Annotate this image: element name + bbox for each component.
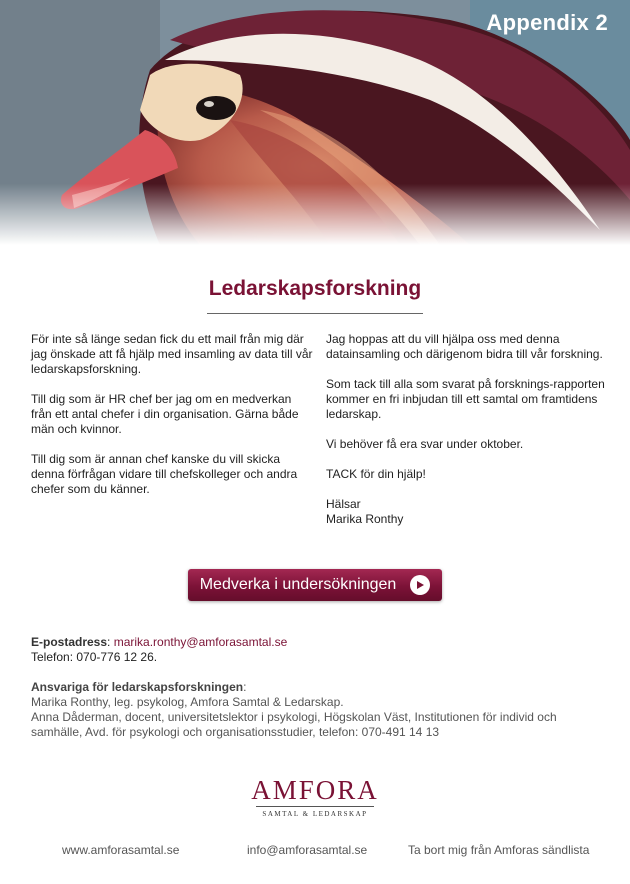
responsible-heading: Ansvariga för ledarskapsforskningen bbox=[31, 680, 244, 694]
footer-email-link[interactable]: info@amforasamtal.se bbox=[247, 843, 368, 857]
paragraph: TACK för din hjälp! bbox=[326, 467, 426, 481]
footer-unsubscribe-link[interactable]: Ta bort mig från Amforas sändlista bbox=[408, 843, 590, 857]
signature bbox=[326, 497, 608, 527]
signature-name: Marika Ronthy bbox=[326, 512, 404, 526]
responsible-info: Ansvariga för ledarskapsforskningen: Marika Ronthy, leg. psykolog, Amfora Samtal & Ledarskap. Anna Dåderman, docent, universitetslektor i psykologi, Högskolan Väst, Institutionen för individ och samhälle, Avd. för psykologi och organisationsstudier, telefon: 070-491 14 13 bbox=[31, 680, 557, 739]
responsible-line-1: Marika Ronthy, leg. psykolog, Amfora Samtal & Ledarskap. bbox=[31, 695, 344, 709]
title-divider bbox=[207, 313, 423, 314]
contact-phone: Telefon: 070-776 12 26. bbox=[31, 650, 158, 664]
responsible-line-2: Anna Dåderman, docent, universitetslektor i psykologi, Högskolan Väst, Institutionen för individ och samhälle, Avd. för psykologi och organisationsstudier, telefon: 070-491 14 13 bbox=[31, 710, 557, 739]
logo-tagline: SAMTAL & LEDARSKAP bbox=[262, 810, 368, 818]
hero-image-mandarin-duck bbox=[0, 0, 630, 245]
contact-info: E-postadress: marika.ronthy@amforasamtal.se Telefon: 070-776 12 26. bbox=[31, 635, 288, 664]
paragraph: Vi behöver få era svar under oktober. bbox=[326, 437, 524, 451]
right-column bbox=[326, 332, 608, 542]
duck-illustration bbox=[0, 0, 630, 245]
appendix-label: Appendix 2 bbox=[486, 10, 608, 35]
logo-name: AMFORA bbox=[251, 775, 379, 805]
contact-email-link[interactable]: marika.ronthy@amforasamtal.se bbox=[113, 635, 288, 649]
play-arrow-icon bbox=[410, 575, 430, 595]
signature-greeting: Hälsar bbox=[326, 497, 361, 511]
logo-divider bbox=[256, 806, 374, 807]
page-title: Ledarskapsforskning bbox=[208, 277, 422, 300]
paragraph: Som tack till alla som svarat på forsknings-rapporten kommer en fri inbjudan till ett samtal om framtidens ledarskap. bbox=[326, 377, 605, 421]
paragraph: Jag hoppas att du vill hjälpa oss med denna datainsamling och därigenom bidra till vår forskning. bbox=[326, 332, 603, 361]
amfora-logo bbox=[240, 777, 390, 818]
paragraph: För inte så länge sedan fick du ett mail från mig där jag önskade att få hjälp med insamling av data till vår ledarskapsforskning. bbox=[31, 332, 313, 376]
email-label: E-postadress bbox=[31, 635, 108, 649]
paragraph: Till dig som är annan chef kanske du vill skicka denna förfrågan vidare till chefskolleger och andra chefer som du känner. bbox=[31, 452, 298, 496]
paragraph: Till dig som är HR chef ber jag om en medverkan från ett antal chefer i din organisation. Gärna både män och kvinnor. bbox=[31, 392, 299, 436]
participate-survey-label: Medverka i undersökningen bbox=[199, 576, 397, 593]
footer-website-link[interactable]: www.amforasamtal.se bbox=[62, 843, 180, 857]
participate-survey-button[interactable] bbox=[188, 569, 442, 601]
left-column bbox=[31, 332, 313, 512]
